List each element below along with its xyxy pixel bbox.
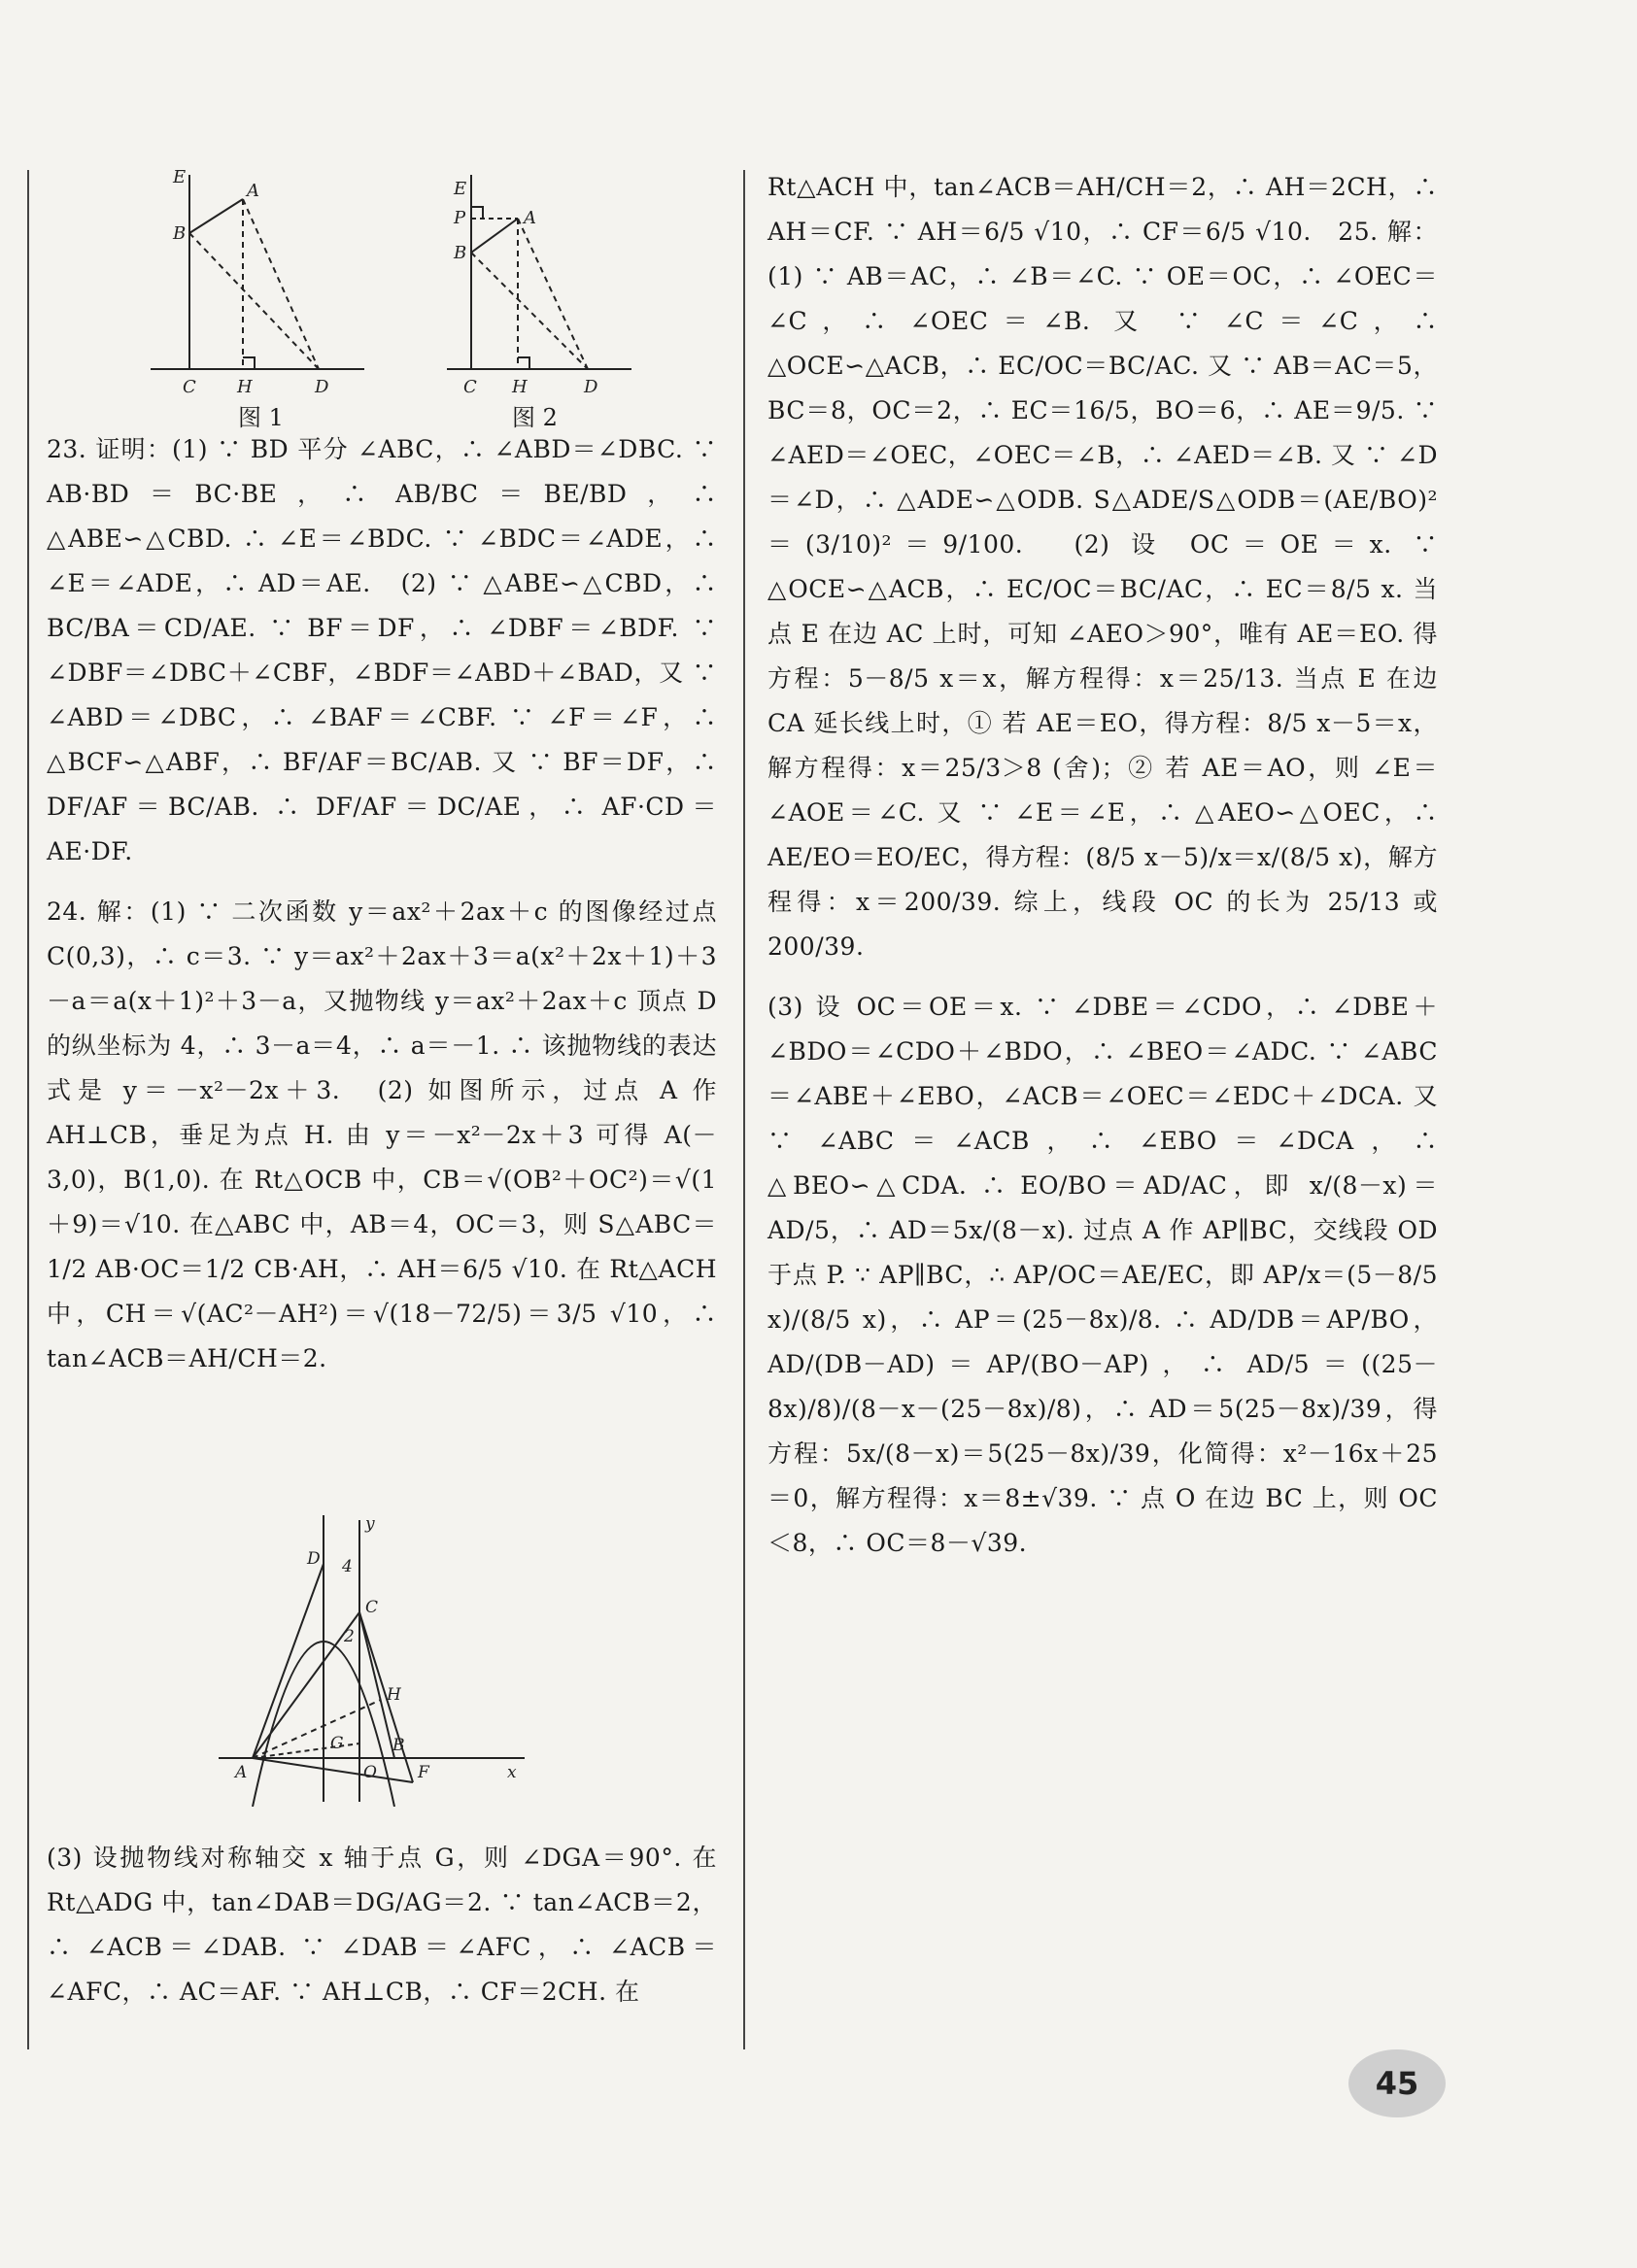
fig2-label-C: C: [463, 377, 477, 397]
fig3-label-F: F: [418, 1763, 429, 1782]
fig3-label-2: 2: [344, 1627, 355, 1646]
fig1-label-C: C: [183, 377, 196, 397]
fig2-label-H: H: [512, 377, 528, 397]
column-divider: [743, 170, 745, 2049]
fig3-label-G: G: [330, 1734, 344, 1753]
figure-2-caption: 图 2: [512, 404, 558, 431]
fig3-label-H: H: [387, 1685, 401, 1705]
left-column-bottom: [47, 1836, 726, 2014]
figure-2: [442, 165, 636, 402]
left-column: [47, 427, 726, 1397]
figure-1-caption: 图 1: [238, 404, 284, 431]
solution-24-cont-and-25: Rt△ACH 中，tan∠ACB＝AH/CH＝2，∴ AH＝2CH，∴ AH＝CF. ∵ AH＝6/5 √10，∴ CF＝6/5 √10. 25. 解：(1) ∵ AB＝AC，∴ ∠B＝∠C. ∵ OE＝OC，∴ ∠OEC＝∠C，∴ ∠OEC＝∠B. 又 ∵ ∠C＝∠C，∴ △OCE∽△ACB，∴ EC/OC＝BC/AC. 又 ∵ AB＝AC＝5，BC＝8，OC＝2，∴ EC＝16/5，BO＝6，∴ AE＝9/5. ∵ ∠AED＝∠OEC，∠OEC＝∠B，∴ ∠AED＝∠B. 又 ∵ ∠D＝∠D，∴ △ADE∽△ODB. S△ADE/S△ODB＝(AE/BO)²＝(3/10)²＝9/100. (2) 设 OC＝OE＝x. ∵ △OCE∽△ACB，∴ EC/OC＝BC/AC，∴ EC＝8/5 x. 当点 E 在边 AC 上时，可知 ∠AEO＞90°，唯有 AE＝EO. 得方程：5－8/5 x＝x，解方程得：x＝25/13. 当点 E 在边 CA 延长线上时，① 若 AE＝EO，得方程：8/5 x－5＝x，解方程得：x＝25/3＞8 (舍)；② 若 AE＝AO，则 ∠E＝∠AOE＝∠C. 又 ∵ ∠E＝∠E，∴ △AEO∽△OEC，∴ AE/EO＝EO/EC，得方程：(8/5 x－5)/x＝x/(8/5 x)，解方程得：x＝200/39. 综上，线段 OC 的长为 25/13 或 200/39.: [767, 173, 1447, 961]
fig1-label-B: B: [173, 223, 187, 244]
fig3-label-D: D: [307, 1549, 321, 1569]
fig2-label-E: E: [454, 179, 467, 199]
right-column: [767, 165, 1447, 1581]
fig3-label-B: B: [392, 1736, 405, 1755]
solution-25-part3: (3) 设 OC＝OE＝x. ∵ ∠DBE＝∠CDO，∴ ∠DBE＋∠BDO＝∠CDO＋∠BDO，∴ ∠BEO＝∠ADC. ∵ ∠ABC＝∠ABE＋∠EBO，∠ACB＝∠OEC＝∠EDC＋∠DCA. 又 ∵ ∠ABC＝∠ACB，∴ ∠EBO＝∠DCA，∴ △BEO∽△CDA. ∴ EO/BO＝AD/AC，即 x/(8－x)＝AD/5，∴ AD＝5x/(8－x). 过点 A 作 AP∥BC，交线段 OD 于点 P. ∵ AP∥BC，∴ AP/OC＝AE/EC，即 AP/x＝(5－8/5 x)/(8/5 x)，∴ AP＝(25－8x)/8. ∴ AD/DB＝AP/BO，AD/(DB－AD)＝AP/(BO－AP)，∴ AD/5＝((25－8x)/8)/(8－x－(25－8x)/8)，∴ AD＝5(25－8x)/39，得方程：5x/(8－x)＝5(25－8x)/39，化简得：x²－16x＋25＝0，解方程得：x＝8±√39. ∵ 点 O 在边 BC 上，则 OC＜8，∴ OC＝8－√39.: [767, 993, 1447, 1557]
solution-23: 23. 证明：(1) ∵ BD 平分 ∠ABC，∴ ∠ABD＝∠DBC. ∵ AB·BD＝BC·BE，∴ AB/BC＝BE/BD，∴ △ABE∽△CBD. ∴ ∠E＝∠BDC. ∵ ∠BDC＝∠ADE，∴ ∠E＝∠ADE，∴ AD＝AE. (2) ∵ △ABE∽△CBD，∴ BC/BA＝CD/AE. ∵ BF＝DF，∴ ∠DBF＝∠BDF. ∵ ∠DBF＝∠DBC＋∠CBF，∠BDF＝∠ABD＋∠BAD，又 ∵ ∠ABD＝∠DBC，∴ ∠BAF＝∠CBF. ∵ ∠F＝∠F，∴ △BCF∽△ABF，∴ BF/AF＝BC/AB. 又 ∵ BF＝DF，∴ DF/AF＝BC/AB. ∴ DF/AF＝DC/AE，∴ AF·CD＝AE·DF.: [47, 435, 726, 865]
figure-3-parabola: [214, 1515, 534, 1811]
page-number: 45: [1348, 2049, 1446, 2117]
fig2-label-B: B: [454, 243, 467, 263]
fig2-label-A: A: [524, 208, 536, 228]
fig3-label-x: x: [507, 1763, 517, 1782]
fig1-label-D: D: [315, 377, 329, 397]
fig3-label-y: y: [365, 1515, 375, 1534]
fig3-label-4: 4: [342, 1557, 353, 1576]
fig3-label-O: O: [363, 1763, 377, 1782]
fig3-label-C: C: [365, 1598, 379, 1617]
fig1-label-E: E: [173, 167, 187, 187]
fig3-label-A: A: [235, 1763, 248, 1782]
fig1-label-A: A: [247, 181, 259, 201]
fig1-label-H: H: [237, 377, 253, 397]
fig2-label-P: P: [454, 208, 466, 228]
left-margin-rule: [27, 170, 29, 2049]
solution-24-part3: (3) 设抛物线对称轴交 x 轴于点 G，则 ∠DGA＝90°. 在 Rt△ADG 中，tan∠DAB＝DG/AG＝2. ∵ tan∠ACB＝2，∴ ∠ACB＝∠DAB. ∵ ∠DAB＝∠AFC，∴ ∠ACB＝∠AFC，∴ AC＝AF. ∵ AH⊥CB，∴ CF＝2CH. 在: [47, 1844, 726, 2006]
figure-1: [146, 165, 369, 402]
solution-24: 24. 解：(1) ∵ 二次函数 y＝ax²＋2ax＋c 的图像经过点 C(0,3)，∴ c＝3. ∵ y＝ax²＋2ax＋3＝a(x²＋2x＋1)＋3－a＝a(x＋1)²＋3－a，又抛物线 y＝ax²＋2ax＋c 顶点 D 的纵坐标为 4，∴ 3－a＝4，∴ a＝－1. ∴ 该抛物线的表达式是 y＝－x²－2x＋3. (2) 如图所示，过点 A 作 AH⊥CB，垂足为点 H. 由 y＝－x²－2x＋3 可得 A(－3,0)，B(1,0). 在 Rt△OCB 中，CB＝√(OB²＋OC²)＝√(1＋9)＝√10. 在△ABC 中，AB＝4，OC＝3，则 S△ABC＝ 1/2 AB·OC＝1/2 CB·AH，∴ AH＝6/5 √10. 在 Rt△ACH 中，CH＝√(AC²－AH²)＝√(18－72/5)＝3/5 √10，∴ tan∠ACB＝AH/CH＝2.: [47, 897, 726, 1372]
fig2-label-D: D: [584, 377, 598, 397]
